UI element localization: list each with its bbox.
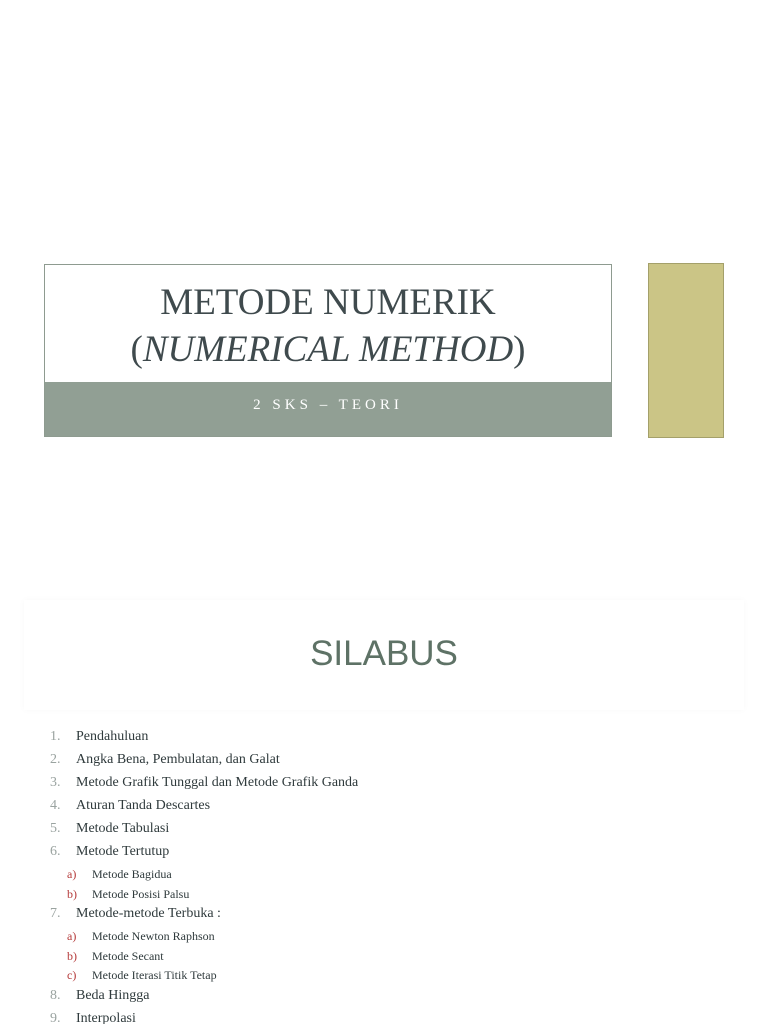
list-item (50, 1011, 730, 1024)
list-item (50, 752, 730, 775)
list-number: 4. (50, 798, 61, 813)
sub-list-item (50, 949, 730, 969)
list-item (50, 798, 730, 821)
list-label: Beda Hingga (76, 987, 150, 1003)
syllabus-list (50, 729, 730, 1024)
list-label: Metode Tabulasi (76, 821, 170, 836)
subtitle-text: 2 SKS – TEORI (253, 397, 403, 413)
title-card (44, 264, 612, 437)
list-label: Metode-metode Terbuka : (76, 906, 221, 921)
list-label: Pendahuluan (76, 729, 149, 744)
sub-list-item (50, 929, 730, 949)
list-number: 3. (50, 775, 61, 790)
sub-list-letter: a) (67, 929, 77, 943)
sub-list-label: Metode Iterasi Titik Tetap (92, 968, 217, 982)
list-item (50, 844, 730, 867)
list-label: Interpolasi (76, 1010, 136, 1024)
sub-list-letter: b) (67, 948, 77, 963)
list-number: 9. (50, 1010, 61, 1024)
sub-list-letter: c) (67, 968, 77, 982)
sub-list-letter: b) (67, 886, 77, 901)
list-number: 5. (50, 821, 61, 836)
sub-list-item (50, 968, 730, 988)
sub-list-label: Metode Newton Raphson (92, 929, 215, 943)
list-number: 8. (50, 987, 61, 1003)
accent-block (648, 263, 724, 438)
title-block (45, 279, 611, 373)
list-label: Angka Bena, Pembulatan, dan Galat (76, 752, 280, 767)
list-item (50, 775, 730, 798)
silabus-heading: SILABUS (310, 634, 458, 673)
subtitle-band (45, 382, 611, 436)
list-item (50, 729, 730, 752)
sub-list-label: Metode Bagidua (92, 867, 172, 881)
list-label: Metode Tertutup (76, 844, 170, 859)
sub-list-label: Metode Secant (92, 948, 164, 963)
list-number: 2. (50, 752, 61, 767)
list-number: 7. (50, 906, 61, 921)
sub-list-item (50, 887, 730, 907)
title-open-paren: ( (130, 329, 143, 370)
title-line-2 (45, 326, 611, 373)
sub-list-item (50, 867, 730, 887)
list-item (50, 988, 730, 1011)
sub-list-letter: a) (67, 867, 77, 881)
sub-list-label: Metode Posisi Palsu (92, 886, 190, 901)
title-line-1: METODE NUMERIK (160, 282, 496, 323)
list-item (50, 821, 730, 844)
list-label: Aturan Tanda Descartes (76, 798, 211, 813)
list-number: 6. (50, 844, 61, 859)
list-item (50, 906, 730, 929)
title-close-paren: ) (513, 329, 526, 370)
list-label: Metode Grafik Tunggal dan Metode Grafik Ganda (76, 775, 359, 790)
list-number: 1. (50, 729, 61, 744)
title-english: NUMERICAL METHOD (142, 329, 514, 370)
